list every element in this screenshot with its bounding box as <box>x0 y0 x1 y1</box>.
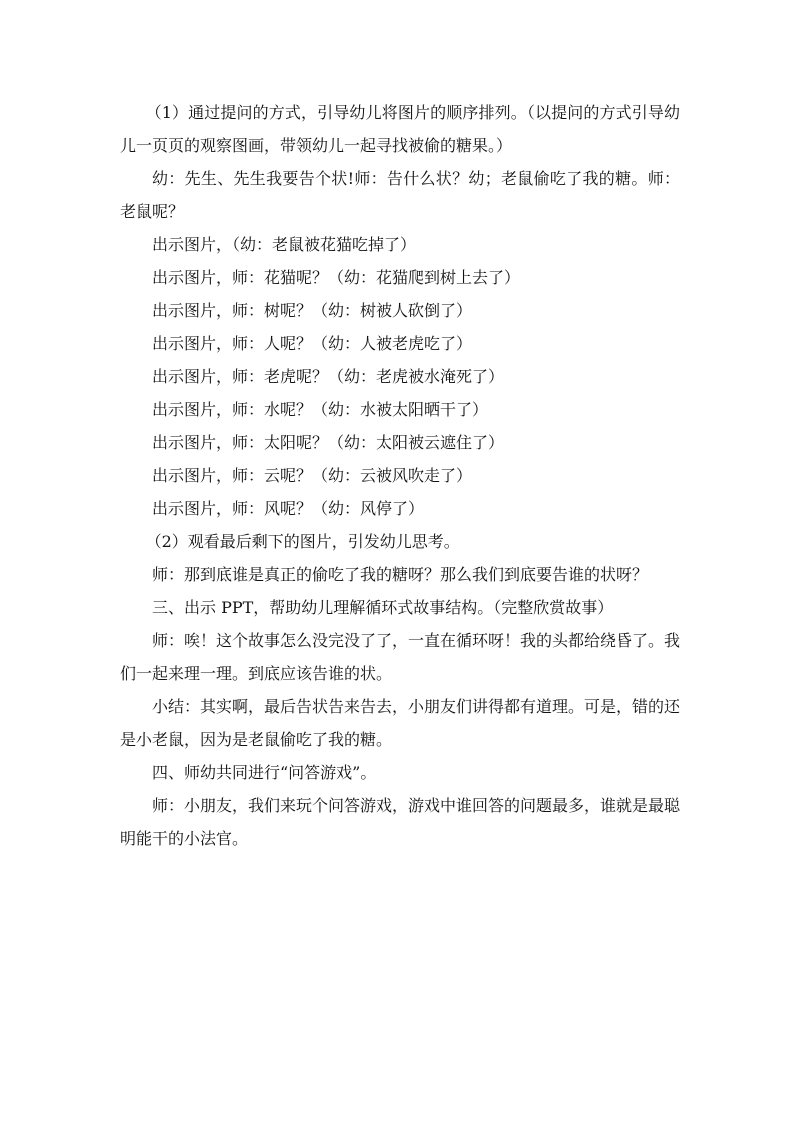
paragraph-teacher-question: 师：那到底谁是真正的偷吃了我的糖呀？那么我们到底要告谁的状呀？ <box>152 565 649 584</box>
paragraph-picture-2: 出示图片，师：花猫呢？（幼：花猫爬到树上去了） <box>152 268 521 287</box>
paragraph-picture-3: 出示图片，师：树呢？（幼：树被人砍倒了） <box>152 301 473 320</box>
paragraph-section-4: 四、师幼共同进行“问答游戏”。 <box>152 763 377 782</box>
paragraph-picture-4: 出示图片，师：人呢？（幼：人被老虎吃了） <box>152 334 473 353</box>
paragraph-section-3: 三、出示 PPT，帮助幼儿理解循环式故事结构。（完整欣赏故事） <box>152 598 614 617</box>
paragraph-picture-7: 出示图片，师：太阳呢？（幼：太阳被云遮住了） <box>152 433 505 452</box>
paragraph-picture-9: 出示图片，师：风呢？（幼：风停了） <box>152 499 425 518</box>
document-body <box>120 96 680 855</box>
paragraph-picture-6: 出示图片，师：水呢？（幼：水被太阳晒干了） <box>152 400 489 419</box>
paragraph-teacher-sigh: 师：唉！这个故事怎么没完没了了，一直在循环呀！我的头都给绕昏了。我们一起来理一理。到底应该告谁的状。 <box>120 631 681 683</box>
paragraph-picture-5: 出示图片，师：老虎呢？（幼：老虎被水淹死了） <box>152 367 505 386</box>
paragraph-step-2: （2）观看最后剩下的图片，引发幼儿思考。 <box>145 532 460 551</box>
paragraph-dialogue-intro: 幼：先生、先生我要告个状!师：告什么状？幼；老鼠偷吃了我的糖。师：老鼠呢？ <box>120 169 680 221</box>
paragraph-picture-8: 出示图片，师：云呢？（幼：云被风吹走了） <box>152 466 473 485</box>
paragraph-picture-1: 出示图片，（幼：老鼠被花猫吃掉了） <box>152 235 417 254</box>
paragraph-summary: 小结：其实啊，最后告状告来告去，小朋友们讲得都有道理。可是，错的还是小老鼠，因为是老鼠偷吃了我的糖。 <box>120 697 681 749</box>
paragraph-game-intro: 师：小朋友，我们来玩个问答游戏，游戏中谁回答的问题最多，谁就是最聪明能干的小法官。 <box>120 796 681 848</box>
paragraph-step-1: （1）通过提问的方式，引导幼儿将图片的顺序排列。（以提问的方式引导幼儿一页页的观察图画，带领幼儿一起寻找被偷的糖果。） <box>120 103 680 155</box>
